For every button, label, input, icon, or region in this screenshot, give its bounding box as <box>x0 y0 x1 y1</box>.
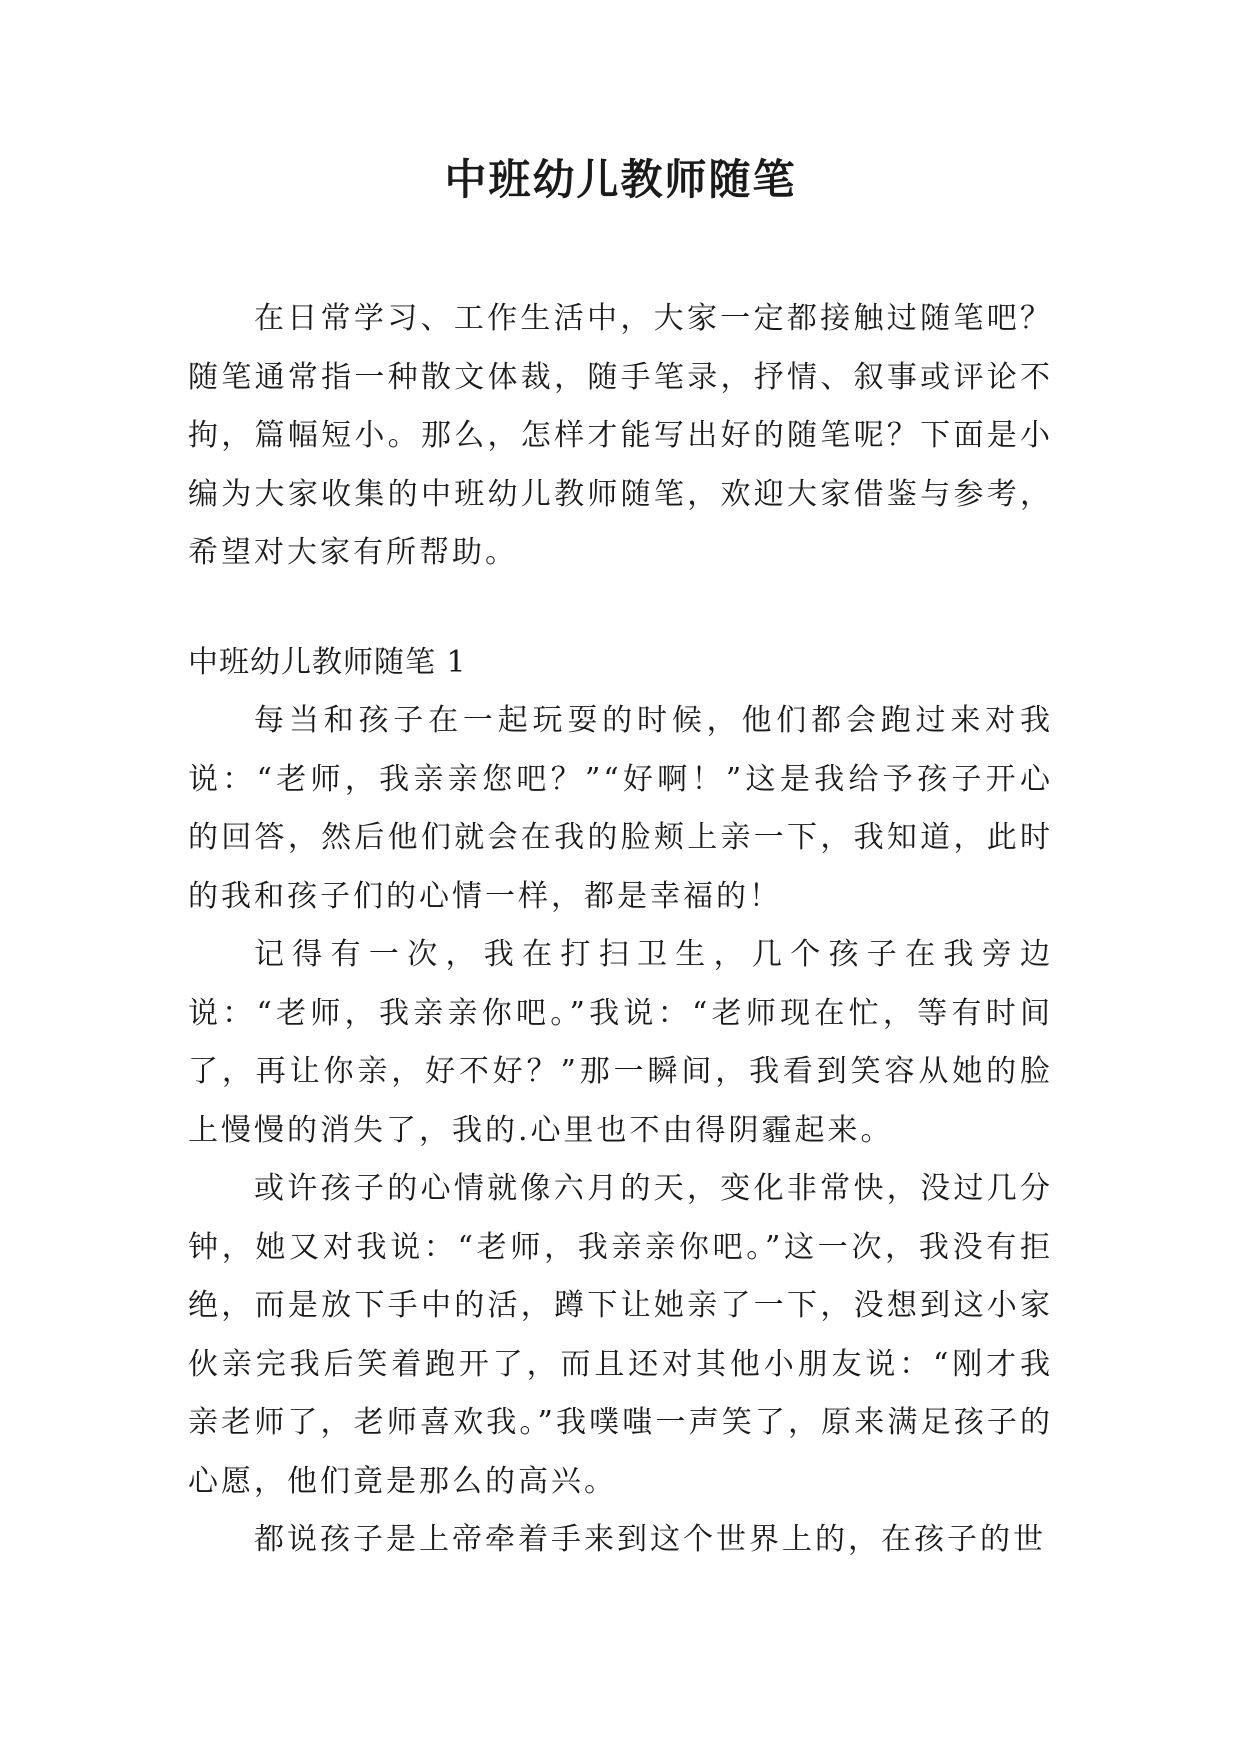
paragraph: 都说孩子是上帝牵着手来到这个世界上的，在孩子的世 <box>254 1522 1046 1557</box>
document-title: 中班幼儿教师随笔 <box>444 155 797 204</box>
paragraph: 或许孩子的心情就像六月的天，变化非常快，没过几分钟，她又对我说：“老师，我亲亲你吧。”这一次，我没有拒绝，而是放下手中的活，蹲下让她亲了一下，没想到这小家伙亲完我后笑着跑开了，而且还对其他小朋友说：“刚才我亲老师了，老师喜欢我。”我噗嗤一声笑了，原来满足孩子的心愿，他们竟是那么的高兴。 <box>188 1171 1053 1499</box>
section-body <box>188 692 1053 1570</box>
paragraph: 记得有一次，我在打扫卫生，几个孩子在我旁边说：“老师，我亲亲你吧。”我说：“老师现在忙，等有时间了，再让你亲，好不好？”那一瞬间，我看到笑容从她的脸上慢慢的消失了，我的.心里也不由得阴霾起来。 <box>188 937 1053 1148</box>
paragraph: 每当和孩子在一起玩耍的时候，他们都会跑过来对我说：“老师，我亲亲您吧？”“好啊！”这是我给予孩子开心的回答，然后他们就会在我的脸颊上亲一下，我知道，此时的我和孩子们的心情一样，都是幸福的！ <box>188 703 1053 914</box>
section-heading: 中班幼儿教师随笔 1 <box>188 645 467 680</box>
intro-paragraph: 在日常学习、工作生活中，大家一定都接触过随笔吧？随笔通常指一种散文体裁，随手笔录，抒情、叙事或评论不拘，篇幅短小。那么，怎样才能写出好的随笔呢？下面是小编为大家收集的中班幼儿教师随笔，欢迎大家借鉴与参考，希望对大家有所帮助。 <box>188 301 1053 570</box>
